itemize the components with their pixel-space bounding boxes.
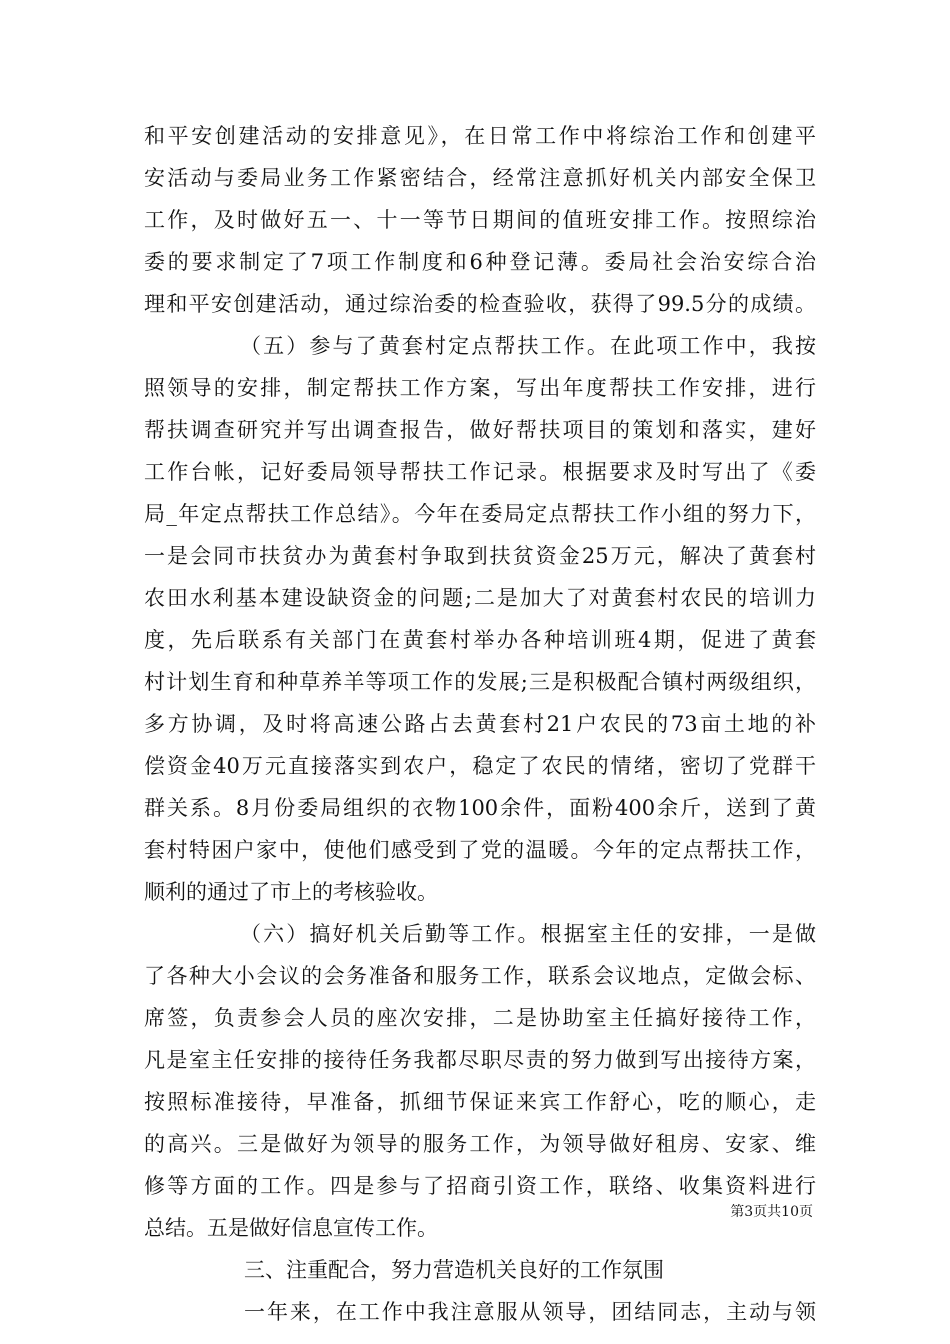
text-line: 偿资金40万元直接落实到农户，稳定了农民的情绪，密切了党群干 [144,754,816,778]
text-line: 村计划生育和种草养羊等项工作的发展;三是积极配合镇村两级组织， [144,670,816,694]
body-text [144,115,816,1333]
text-line: 农田水利基本建设缺资金的问题;二是加大了对黄套村农民的培训力 [144,586,816,610]
text-line: 理和平安创建活动，通过综治委的检查验收，获得了99.5分的成绩。 [144,292,816,316]
text-line: 照领导的安排，制定帮扶工作方案，写出年度帮扶工作安排，进行 [144,376,816,400]
page-number-footer: 第3页共10页 [730,1204,813,1220]
text-line: 安活动与委局业务工作紧密结合，经常注意抓好机关内部安全保卫 [144,166,816,190]
text-line: 委的要求制定了7项工作制度和6种登记薄。委局社会治安综合治 [144,250,816,274]
text-line: 多方协调，及时将高速公路占去黄套村21户农民的73亩土地的补 [144,712,816,736]
text-line: 修等方面的工作。四是参与了招商引资工作，联络、收集资料进行 [144,1174,816,1198]
text-line: 一年来，在工作中我注意服从领导，团结同志，主动与领 [244,1300,816,1324]
section-six-heading-line: （六）搞好机关后勤等工作。根据室主任的安排，一是做 [240,922,816,946]
text-line: 席签，负责参会人员的座次安排，二是协助室主任搞好接待工作， [144,1006,816,1030]
text-line: 凡是室主任安排的接待任务我都尽职尽责的努力做到写出接待方案， [144,1048,816,1072]
text-line: 帮扶调查研究并写出调查报告，做好帮扶项目的策划和落实，建好 [144,418,816,442]
text-line: 工作，及时做好五一、十一等节日期间的值班安排工作。按照综治 [144,208,816,232]
text-line: 了各种大小会议的会务准备和服务工作，联系会议地点，定做会标、 [144,964,816,988]
text-line: 和平安创建活动的安排意见》，在日常工作中将综治工作和创建平 [144,124,816,148]
text-line: 工作台帐，记好委局领导帮扶工作记录。根据要求及时写出了《委 [144,460,816,484]
section-five-heading-line: （五）参与了黄套村定点帮扶工作。在此项工作中，我按 [240,334,816,358]
text-line: 群关系。8月份委局组织的衣物100余件，面粉400余斤，送到了黄 [144,796,816,820]
text-line: 顺利的通过了市上的考核验收。 [144,880,438,904]
text-line: 一是会同市扶贫办为黄套村争取到扶贫资金25万元，解决了黄套村 [144,544,816,568]
text-line: 局_年定点帮扶工作总结》。今年在委局定点帮扶工作小组的努力下， [144,502,816,526]
section-three-heading: 三、注重配合，努力营造机关良好的工作氛围 [244,1258,664,1282]
text-line: 套村特困户家中，使他们感受到了党的温暖。今年的定点帮扶工作， [144,838,816,862]
text-line: 度，先后联系有关部门在黄套村举办各种培训班4期，促进了黄套 [144,628,816,652]
text-line: 按照标准接待，早准备，抓细节保证来宾工作舒心，吃的顺心，走 [144,1090,816,1114]
text-line: 的高兴。三是做好为领导的服务工作，为领导做好租房、安家、维 [144,1132,816,1156]
text-line: 总结。五是做好信息宣传工作。 [144,1216,438,1240]
